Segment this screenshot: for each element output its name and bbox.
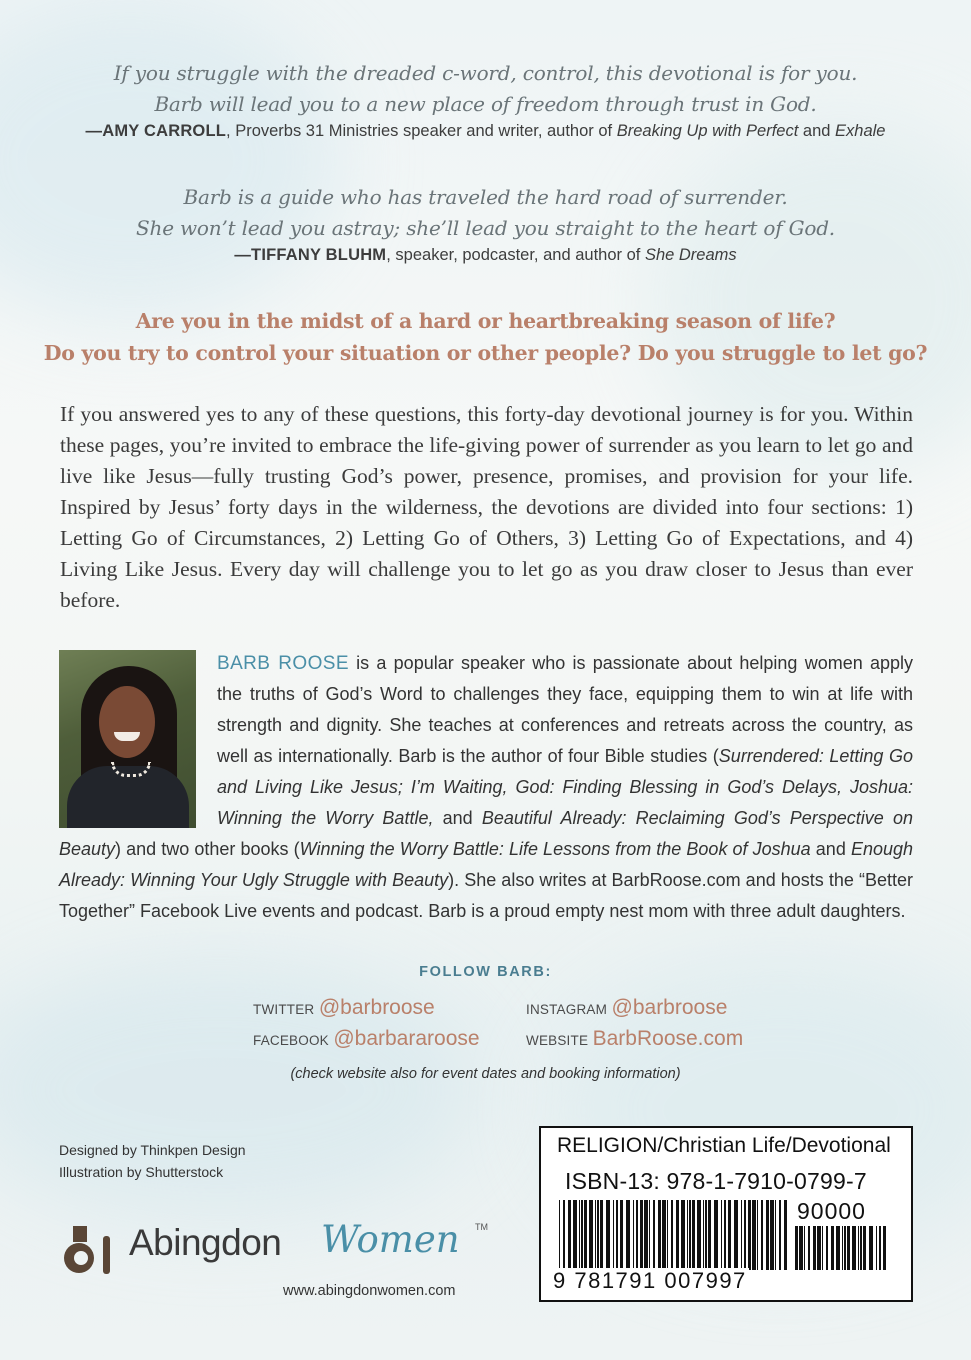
follow-note: (check website also for event dates and booking information) — [290, 1066, 681, 1082]
bio-text: ) and two other books ( — [115, 839, 300, 859]
quote-line: Barb will lead you to a new place of freedom through trust in God. — [154, 92, 817, 116]
endorser-book: Breaking Up with Perfect — [616, 122, 799, 140]
bio-text: and — [433, 808, 482, 828]
hook-line: Are you in the midst of a hard or heartbreaking season of life? — [135, 309, 836, 333]
publisher-url: www.abingdonwomen.com — [283, 1283, 456, 1299]
barcode-icon — [559, 1200, 791, 1270]
endorser-book: Exhale — [835, 122, 886, 140]
endorser-name: —AMY CARROLL — [85, 122, 227, 140]
endorsement-quote — [0, 58, 971, 141]
social-label: TWITTER — [253, 1002, 315, 1017]
author-bio — [59, 648, 913, 927]
social-instagram — [526, 996, 727, 1020]
conjunction: and — [798, 122, 836, 140]
endorser-role: , Proverbs 31 Ministries speaker and writer, author of — [226, 122, 617, 140]
endorser-name: —TIFFANY BLUHM — [234, 246, 387, 264]
book-title: Winning the Worry Battle: Life Lessons from the Book of Joshua — [299, 839, 811, 859]
trademark: TM — [475, 1222, 488, 1232]
endorser-book: She Dreams — [644, 246, 737, 264]
quote-attribution — [0, 246, 971, 265]
price-addon: 90000 — [797, 1198, 866, 1224]
publisher-imprint: Women — [321, 1218, 460, 1261]
barcode-panel — [539, 1126, 913, 1302]
quote-line: If you struggle with the dreaded c-word, control, this devotional is for you. — [113, 61, 858, 85]
bio-text: and — [810, 839, 851, 859]
credits — [59, 1139, 246, 1183]
category-label: RELIGION/Christian Life/Devotional — [557, 1134, 891, 1157]
endorsement-quote — [0, 182, 971, 265]
hook-questions — [0, 305, 971, 369]
barcode-digits: 9 781791 007997 — [553, 1268, 747, 1293]
hook-line: Do you try to control your situation or other people? Do you struggle to let go? — [43, 341, 928, 365]
bio-text: is a popular speaker who is passionate about helping women apply the truths of God’s Word to challenges they face, equipping them to win at life with strength and dignity. She teaches at conferences and retreats across the country, as well as internationally. Barb is the author of four Bible studies ( — [217, 653, 913, 766]
book-title: Beautiful Already: Reclaiming God’s Perspective on Beauty — [59, 808, 913, 859]
social-twitter — [253, 996, 435, 1020]
follow-heading: FOLLOW BARB: — [419, 964, 552, 980]
book-title: Enough Already: Winning Your Ugly Struggle with Beauty — [59, 839, 913, 890]
book-description: If you answered yes to any of these questions, this forty-day devotional journey is for you. Within these pages, you’re invited to embrace the life-giving power of surrender as you learn to let go and live like Jesus—fully trusting God’s power, presence, promises, and provision for your life. Inspired by Jesus’ forty days in the wilderness, the devotions are divided into four sections: 1) Letting Go of Circumstances, 2) Letting Go of Others, 3) Letting Go of Expectations, and 4) Living Like Jesus. Every day will challenge you to let go as you draw closer to Jesus than ever before. — [60, 402, 913, 612]
social-label: WEBSITE — [526, 1033, 589, 1048]
addon-barcode-icon — [795, 1226, 891, 1270]
social-website — [526, 1027, 743, 1051]
author-name: BARB ROOSE — [217, 653, 349, 674]
publisher-logo — [59, 1218, 499, 1278]
watercolor-wash — [0, 0, 340, 320]
twitter-handle: @barbroose — [318, 996, 435, 1019]
abingdon-logo-icon — [59, 1222, 115, 1278]
quote-line: Barb is a guide who has traveled the hard road of surrender. — [183, 185, 788, 209]
design-credit: Designed by Thinkpen Design — [59, 1142, 246, 1158]
facebook-handle: @barbararoose — [333, 1027, 480, 1050]
quote-attribution — [0, 122, 971, 141]
illustration-credit: Illustration by Shutterstock — [59, 1164, 224, 1180]
website-url: BarbRoose.com — [592, 1027, 744, 1050]
endorser-role: , speaker, podcaster, and author of — [386, 246, 645, 264]
book-title: Surrendered: Letting Go and Living Like Jesus; I’m Waiting, God: Finding Blessing in God’s Delays, Joshua: Winning the Worry Battle, — [217, 746, 913, 828]
social-label: INSTAGRAM — [526, 1002, 608, 1017]
publisher-name: Abingdon — [129, 1222, 282, 1263]
quote-line: She won’t lead you astray; she’ll lead you straight to the heart of God. — [136, 216, 835, 240]
social-label: FACEBOOK — [253, 1033, 329, 1048]
isbn-number: ISBN-13: 978-1-7910-0799-7 — [565, 1168, 867, 1194]
instagram-handle: @barbroose — [611, 996, 728, 1019]
social-facebook — [253, 1027, 480, 1051]
bio-text: ). She also writes at BarbRoose.com and hosts the “Better Together” Facebook Live events and podcast. Barb is a proud empty nest mom with three adult daughters. — [59, 870, 913, 921]
